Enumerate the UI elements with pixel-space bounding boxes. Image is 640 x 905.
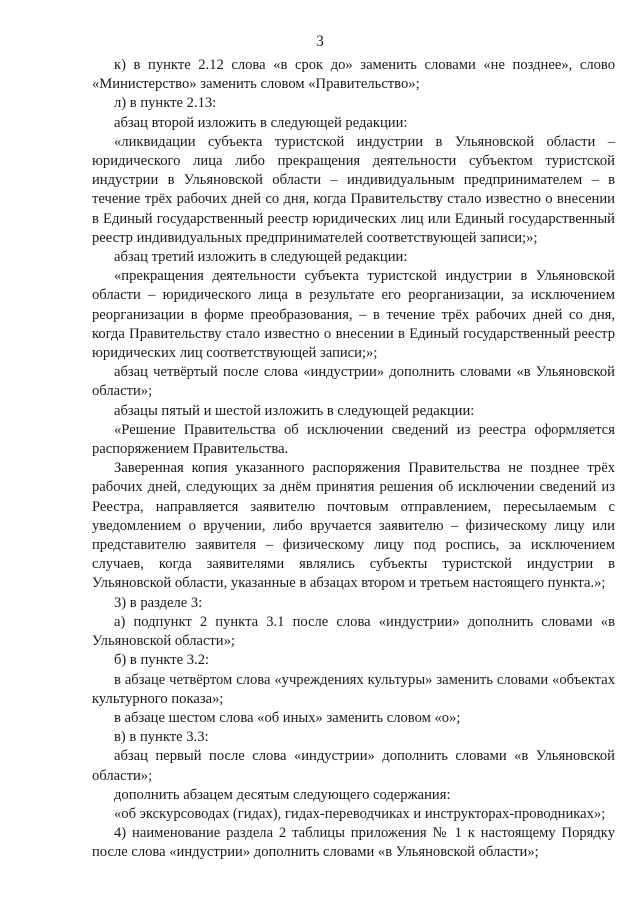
paragraph-v-punkt: в) в пункте 3.3: <box>114 729 209 746</box>
paragraph-b-punkt: б) в пункте 3.2: <box>114 652 210 669</box>
paragraph-quote-prekrascheniya: «прекращения деятельности субъекта туристской индустрии в Ульяновской области – юридического лица в результате его реорганизации, за исключением реорганизации в форме преобразования, – в течение трёх рабочих дней со дня, когда Правительству стало известно о внесении в Единый государственный реестр юридических лиц соответствующей записи;»; <box>92 268 615 362</box>
paragraph-razdel-3: 3) в разделе 3: <box>114 594 203 611</box>
page-number: 3 <box>316 33 324 50</box>
paragraph-abzac-chetvertom: в абзаце четвёртом слова «учреждениях культуры» заменить словами «объектах культурного показа»; <box>92 671 615 707</box>
paragraph-abzac-pervyi: абзац первый после слова «индустрии» дополнить словами «в Ульяновской области»; <box>92 748 615 784</box>
paragraph-abzacy-pyatyi-shestoi: абзацы пятый и шестой изложить в следующей редакции: <box>114 402 475 419</box>
paragraph-dopolnit-abzacem: дополнить абзацем десятым следующего содержания: <box>114 786 451 803</box>
paragraph-zaverennaya-kopiya: Заверенная копия указанного распоряжения Правительства не позднее трёх рабочих дней, следующих за днём принятия решения об исключении сведений из Реестра, направляется заявителю почтовым отправлением, пересылаемым с уведомлением о вручении, либо вручается заявителю – физическому лицу или представителю заявителя – физическому лицу под роспись, за исключением случаев, когда заявителями являлись субъекты туристской индустрии в Ульяновской области, указанные в абзацах втором и третьем настоящего пункта.»; <box>92 460 615 592</box>
paragraph-k: к) в пункте 2.12 слова «в срок до» заменить словами «не позднее», слово «Министерство» заменить словом «Правительство»; <box>92 57 615 93</box>
paragraph-naimenovanie-razdela: 4) наименование раздела 2 таблицы приложения № 1 к настоящему Порядку после слова «индустрии» дополнить словами «в Ульяновской области»; <box>92 825 615 861</box>
paragraph-quote-likvidacii: «ликвидации субъекта туристской индустрии в Ульяновской области – юридического лица либо прекращения деятельности субъектом туристской индустрии в Ульяновской области – индивидуальным предпринимателем – в течение трёх рабочих дней со дня, когда Правительству стало известно о внесении в Единый государственный реестр юридических лиц или Единый государственный реестр индивидуальных предпринимателей соответствующей записи;»; <box>92 133 615 246</box>
paragraph-a-podpunkt: а) подпункт 2 пункта 3.1 после слова «индустрии» дополнить словами «в Ульяновской области»; <box>92 613 615 650</box>
paragraph-abzac-shestom: в абзаце шестом слова «об иных» заменить словом «о»; <box>114 709 461 726</box>
document-body <box>92 56 615 863</box>
paragraph-abzac-tretii: абзац третий изложить в следующей редакции: <box>114 249 408 266</box>
paragraph-quote-reshenie: «Решение Правительства об исключении сведений из реестра оформляется распоряжением Правительства. <box>92 421 615 458</box>
paragraph-l: л) в пункте 2.13: <box>114 95 217 112</box>
paragraph-quote-ekskursovody: «об экскурсоводах (гидах), гидах-переводчиках и инструкторах-проводниках»; <box>114 805 606 822</box>
paragraph-abzac-vtoroi: абзац второй изложить в следующей редакции: <box>114 114 408 131</box>
paragraph-abzac-chetvertyi: абзац четвёртый после слова «индустрии» дополнить словами «в Ульяновской области»; <box>92 364 615 400</box>
